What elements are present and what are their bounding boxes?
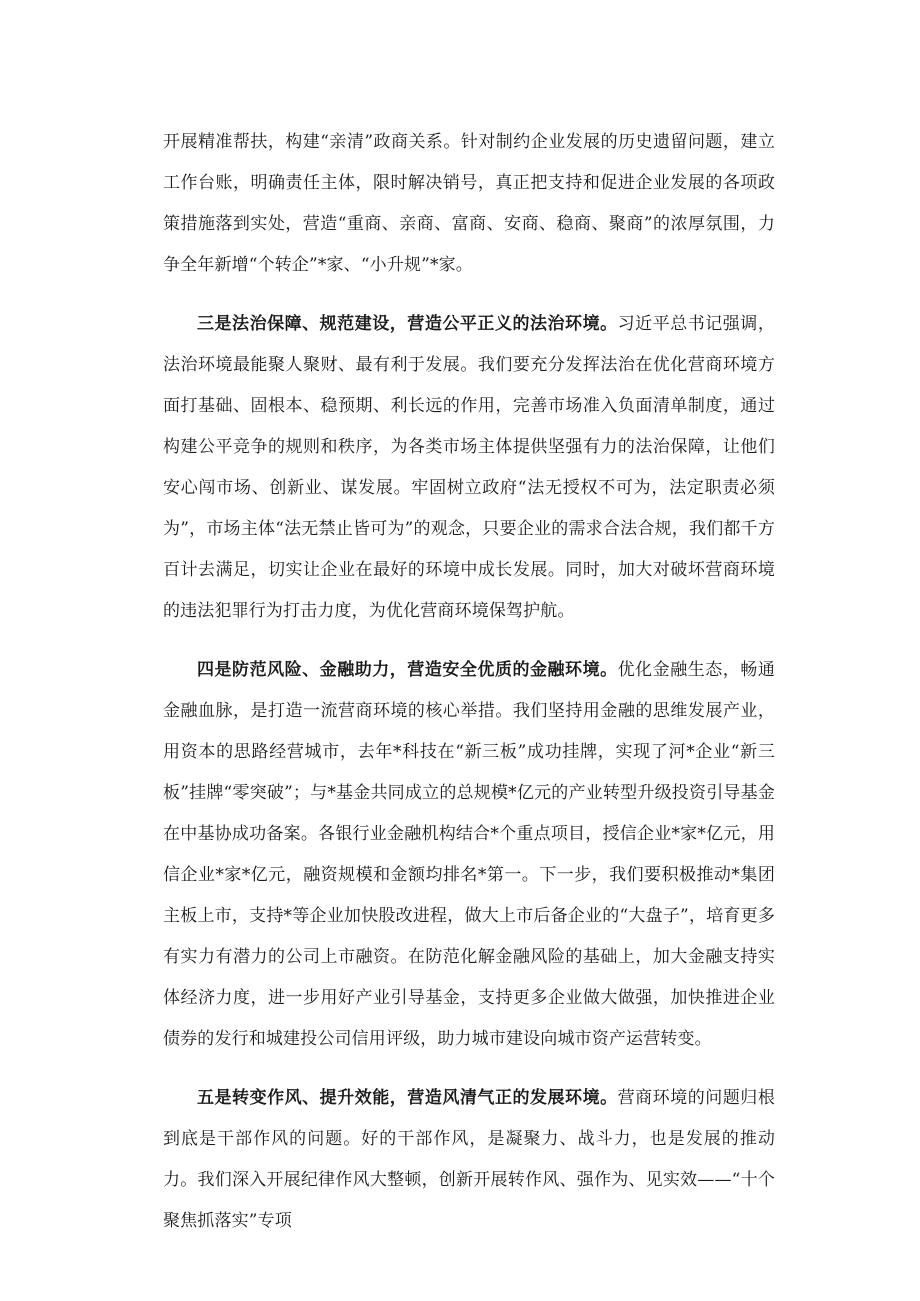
paragraph-finance — [163, 650, 775, 1060]
paragraph-continuation — [163, 122, 775, 286]
paragraph-gap — [163, 286, 775, 304]
paragraph-gap — [163, 1060, 775, 1078]
paragraph-lead-heading: 四是防范风险、金融助力，营造安全优质的金融环境。 — [197, 660, 618, 680]
paragraph-text: 营商环境的问题归根到底是干部作风的问题。好的干部作风，是凝聚力、战斗力，也是发展的推动力。我们深入开展纪律作风大整顿，创新开展转作风、强作为、见实效——“十个聚焦抓落实”专项 — [163, 1088, 775, 1231]
paragraph-lead-heading: 五是转变作风、提升效能，营造风清气正的发展环境。 — [197, 1088, 618, 1108]
paragraph-text: 习近平总书记强调，法治环境最能聚人聚财、最有利于发展。我们要充分发挥法治在优化营商环境方面打基础、固根本、稳预期、利长远的作用，完善市场准入负面清单制度，通过构建公平竞争的规则和秩序，为各类市场主体提供坚强有力的法治保障，让他们安心闯市场、创新业、谋发展。牢固树立政府“法无授权不可为，法定职责必须为”，市场主体“法无禁止皆可为”的观念，只要企业的需求合法合规，我们都千方百计去满足，切实让企业在最好的环境中成长发展。同时，加大对破坏营商环境的违法犯罪行为打击力度，为优化营商环境保驾护航。 — [163, 314, 775, 621]
paragraph-text: 开展精准帮扶，构建“亲清”政商关系。针对制约企业发展的历史遗留问题，建立工作台账，明确责任主体，限时解决销号，真正把支持和促进企业发展的各项政策措施落到实处，营造“重商、亲商、富商、安商、稳商、聚商”的浓厚氛围，力争全年新增“个转企”*家、“小升规”*家。 — [163, 132, 775, 275]
paragraph-work-style — [163, 1078, 775, 1242]
document-page — [163, 122, 775, 1242]
paragraph-text: 优化金融生态，畅通金融血脉，是打造一流营商环境的核心举措。我们坚持用金融的思维发展产业，用资本的思路经营城市，去年*科技在“新三板”成功挂牌，实现了河*企业“新三板”挂牌“零突破”；与*基金共同成立的总规模*亿元的产业转型升级投资引导基金在中基协成功备案。各银行业金融机构结合*个重点项目，授信企业*家*亿元，用信企业*家*亿元，融资规模和金额均排名*第一。下一步，我们要积极推动*集团主板上市，支持*等企业加快股改进程，做大上市后备企业的“大盘子”，培育更多有实力有潜力的公司上市融资。在防范化解金融风险的基础上，加大金融支持实体经济力度，进一步用好产业引导基金，支持更多企业做大做强，加快推进企业债券的发行和城建投公司信用评级，助力城市建设向城市资产运营转变。 — [163, 660, 775, 1049]
paragraph-rule-of-law — [163, 304, 775, 632]
paragraph-gap — [163, 632, 775, 650]
paragraph-lead-heading: 三是法治保障、规范建设，营造公平正义的法治环境。 — [197, 314, 618, 334]
